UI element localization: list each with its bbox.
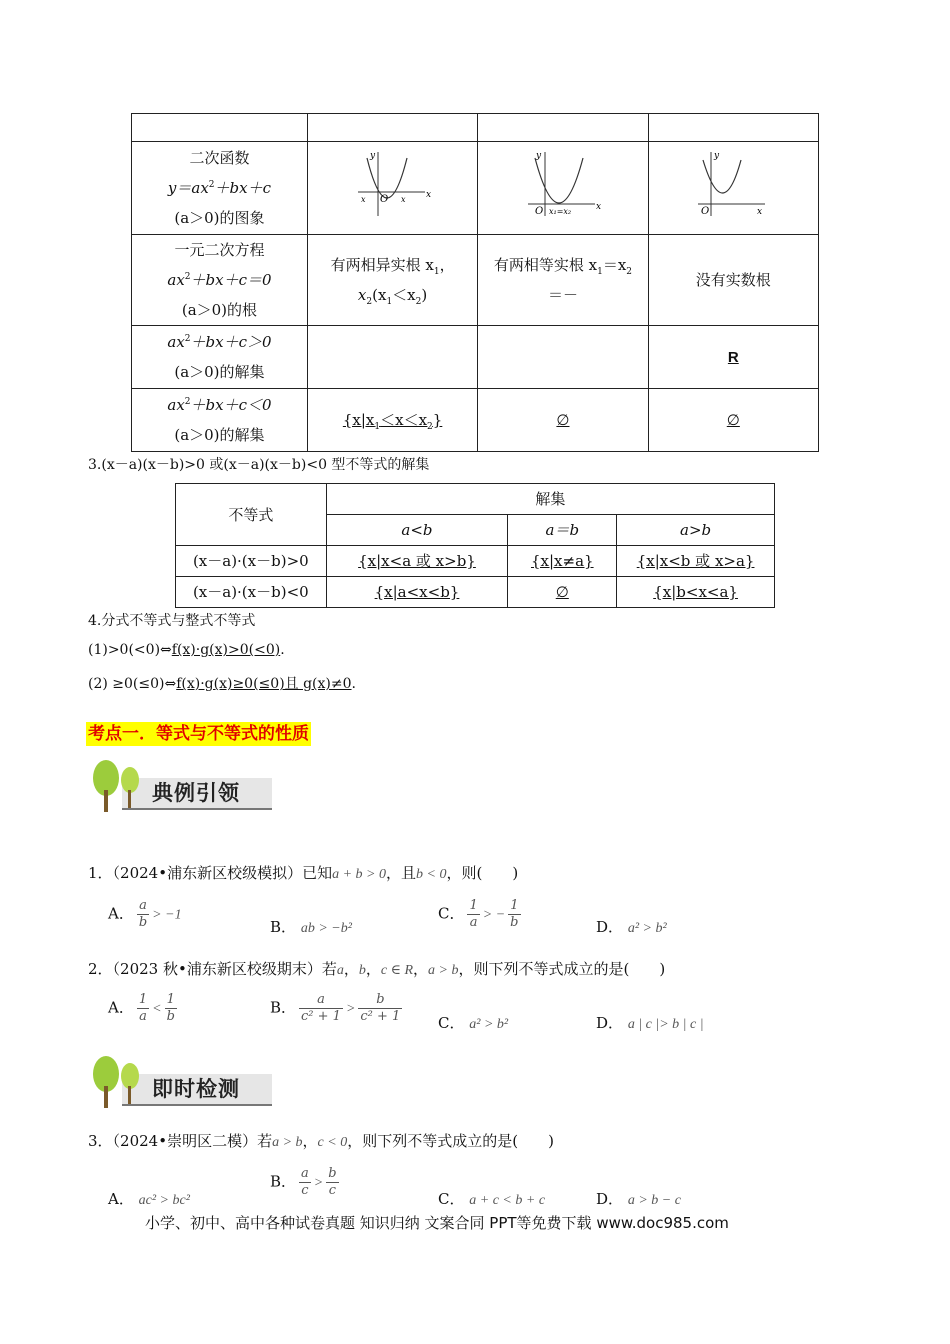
root-label-x2: x: [400, 195, 406, 204]
q3-option-d[interactable]: D． a > b − c: [596, 1190, 681, 1208]
table-cell: {x|x≠a}: [508, 546, 617, 577]
table-cell: [478, 326, 648, 389]
table-header-cell: 解集: [326, 484, 774, 515]
table-row: [176, 546, 775, 577]
q3-option-c[interactable]: C． a + c < b + c: [438, 1190, 546, 1208]
table-inequality: [175, 483, 775, 608]
table-cell: [648, 235, 818, 326]
footer-text: 小学、初中、高中各种试卷真题 知识归纳 文案合同 PPT等免费下载 www.doc985.com: [145, 1214, 729, 1232]
table-cell: [132, 142, 308, 235]
q3-option-a[interactable]: A． ac² > bc²: [108, 1190, 190, 1208]
table-cell: {x|a<x<b}: [326, 577, 508, 608]
q3-option-b[interactable]: B． $\frac{a}{c}$ > $\frac{b}{c}$: [270, 1166, 337, 1198]
table-cell: [307, 326, 477, 389]
banner-title: 即时检测: [152, 1077, 240, 1101]
formula-line-1: (1)>0(<0)⇔f(x)·g(x)>0(<0).: [88, 642, 285, 658]
cell-text: (a＞0)的图象: [174, 209, 265, 227]
cell-text: 有两相异实根 $x_1$，: [330, 256, 455, 277]
axis-label-x: x: [425, 190, 431, 200]
origin-label: O: [534, 206, 544, 217]
table-cell: [478, 235, 648, 326]
table-cell: ∅: [508, 577, 617, 608]
parabola-two-roots-graph: [353, 148, 433, 218]
table-header-cell: a<b: [326, 515, 508, 546]
banner-dianli: [90, 756, 280, 814]
table-cell: [478, 142, 648, 235]
banner-jishi: [90, 1052, 280, 1110]
axis-label-y: y: [714, 151, 720, 161]
q2-option-a[interactable]: A． $\frac{1}{a}$ < $\frac{1}{b}$: [108, 992, 175, 1024]
q1-option-b[interactable]: B． ab > −b²: [270, 918, 352, 936]
table-cell: {x|b<x<a}: [617, 577, 775, 608]
cell-text: $x_2(x_1<x_2)$: [357, 286, 428, 307]
table-cell: [307, 142, 477, 235]
cell-text: R: [727, 348, 739, 366]
cell-text: $\{x|x_1<x<x_2\}$: [342, 411, 443, 432]
axis-label-x: x: [757, 207, 763, 217]
cell-text: (a＞0)的根: [181, 301, 258, 319]
cell-text: $ax^2+bx+c=0$: [167, 271, 272, 289]
section-heading-3: 3.(x－a)(x－b)>0 或(x－a)(x－b)<0 型不等式的解集: [88, 457, 430, 473]
axis-label-y: y: [535, 151, 542, 161]
table-cell: [648, 142, 818, 235]
parabola-one-root-graph: [523, 148, 603, 218]
cell-text: (a＞0)的解集: [174, 426, 265, 444]
table-cell: [307, 114, 477, 142]
question-1: 1．（2024•浦东新区校级模拟）已知a + b > 0，且b < 0，则( ): [88, 864, 519, 882]
table-cell: [132, 235, 308, 326]
table-header-cell: a>b: [617, 515, 775, 546]
formula-line-2: (2) ≥0(≤0)⇔f(x)·g(x)≥0(≤0)且 g(x)≠0.: [88, 676, 356, 692]
table-quadratic: [131, 113, 819, 452]
q1-option-a[interactable]: A． $\frac{a}{b}$ > −1: [108, 898, 182, 930]
cell-text: 没有实数根: [695, 271, 771, 289]
origin-label: O: [379, 194, 388, 205]
table-header-cell: 不等式: [176, 484, 327, 546]
table-cell: [132, 389, 308, 452]
parabola-no-root-graph: [693, 148, 773, 218]
kaodian-title: 考点一．等式与不等式的性质: [86, 722, 311, 746]
table-cell: [648, 389, 818, 452]
cell-text: 有两相等实根 $x_1=x_2$: [493, 256, 633, 277]
q2-option-d[interactable]: D． a | c |> b | c |: [596, 1014, 704, 1032]
question-2: 2．（2023 秋•浦东新区校级期末）若a，b，c ∈ R，a > b，则下列不等式成立的是( ): [88, 960, 666, 978]
tree-icon: [90, 756, 142, 814]
table-row: [176, 577, 775, 608]
axis-label-y: y: [369, 151, 375, 161]
tree-icon: [90, 1052, 142, 1110]
table-cell: [307, 389, 477, 452]
question-3: 3．（2024•崇明区二模）若a > b，c < 0，则下列不等式成立的是( ): [88, 1132, 554, 1150]
cell-text: $y=ax^2+bx+c$: [167, 179, 271, 197]
q1-option-c[interactable]: C． $\frac{1}{a}$ > − $\frac{1}{b}$: [438, 898, 519, 930]
axis-label-x: x: [595, 202, 602, 212]
cell-text: (a＞0)的解集: [174, 363, 265, 381]
origin-label: O: [701, 206, 710, 217]
double-root-label: x₁=x₂: [548, 207, 572, 216]
section-heading-4: 4.分式不等式与整式不等式: [88, 613, 256, 629]
root-label-x1: x: [360, 195, 366, 204]
table-cell: (x－a)·(x－b)>0: [176, 546, 327, 577]
table-cell: [132, 326, 308, 389]
table-cell: [307, 235, 477, 326]
cell-text: $ax^2+bx+c>0$: [167, 333, 272, 351]
cell-text: ∅: [556, 411, 570, 429]
table-cell: [648, 114, 818, 142]
cell-text: 一元二次方程: [174, 241, 265, 259]
q2-option-b[interactable]: B． $\frac{a}{\text{c² + 1}}$ > $\frac{b}{\text{c² + 1}}$: [270, 992, 401, 1024]
cell-text: 二次函数: [189, 149, 250, 167]
table-cell: {x|x<b 或 x>a}: [617, 546, 775, 577]
table-cell: {x|x<a 或 x>b}: [326, 546, 508, 577]
table-cell: (x－a)·(x－b)<0: [176, 577, 327, 608]
q2-option-c[interactable]: C． a² > b²: [438, 1014, 509, 1032]
cell-text: ∅: [726, 411, 740, 429]
table-header-cell: a＝b: [508, 515, 617, 546]
table-cell: [478, 114, 648, 142]
cell-text: $ax^2+bx+c<0$: [167, 396, 272, 414]
table-cell: [478, 389, 648, 452]
q1-option-d[interactable]: D． a² > b²: [596, 918, 667, 936]
table-cell: [648, 326, 818, 389]
cell-text: ＝－: [547, 286, 578, 304]
banner-title: 典例引领: [152, 781, 240, 805]
table-cell: [132, 114, 308, 142]
